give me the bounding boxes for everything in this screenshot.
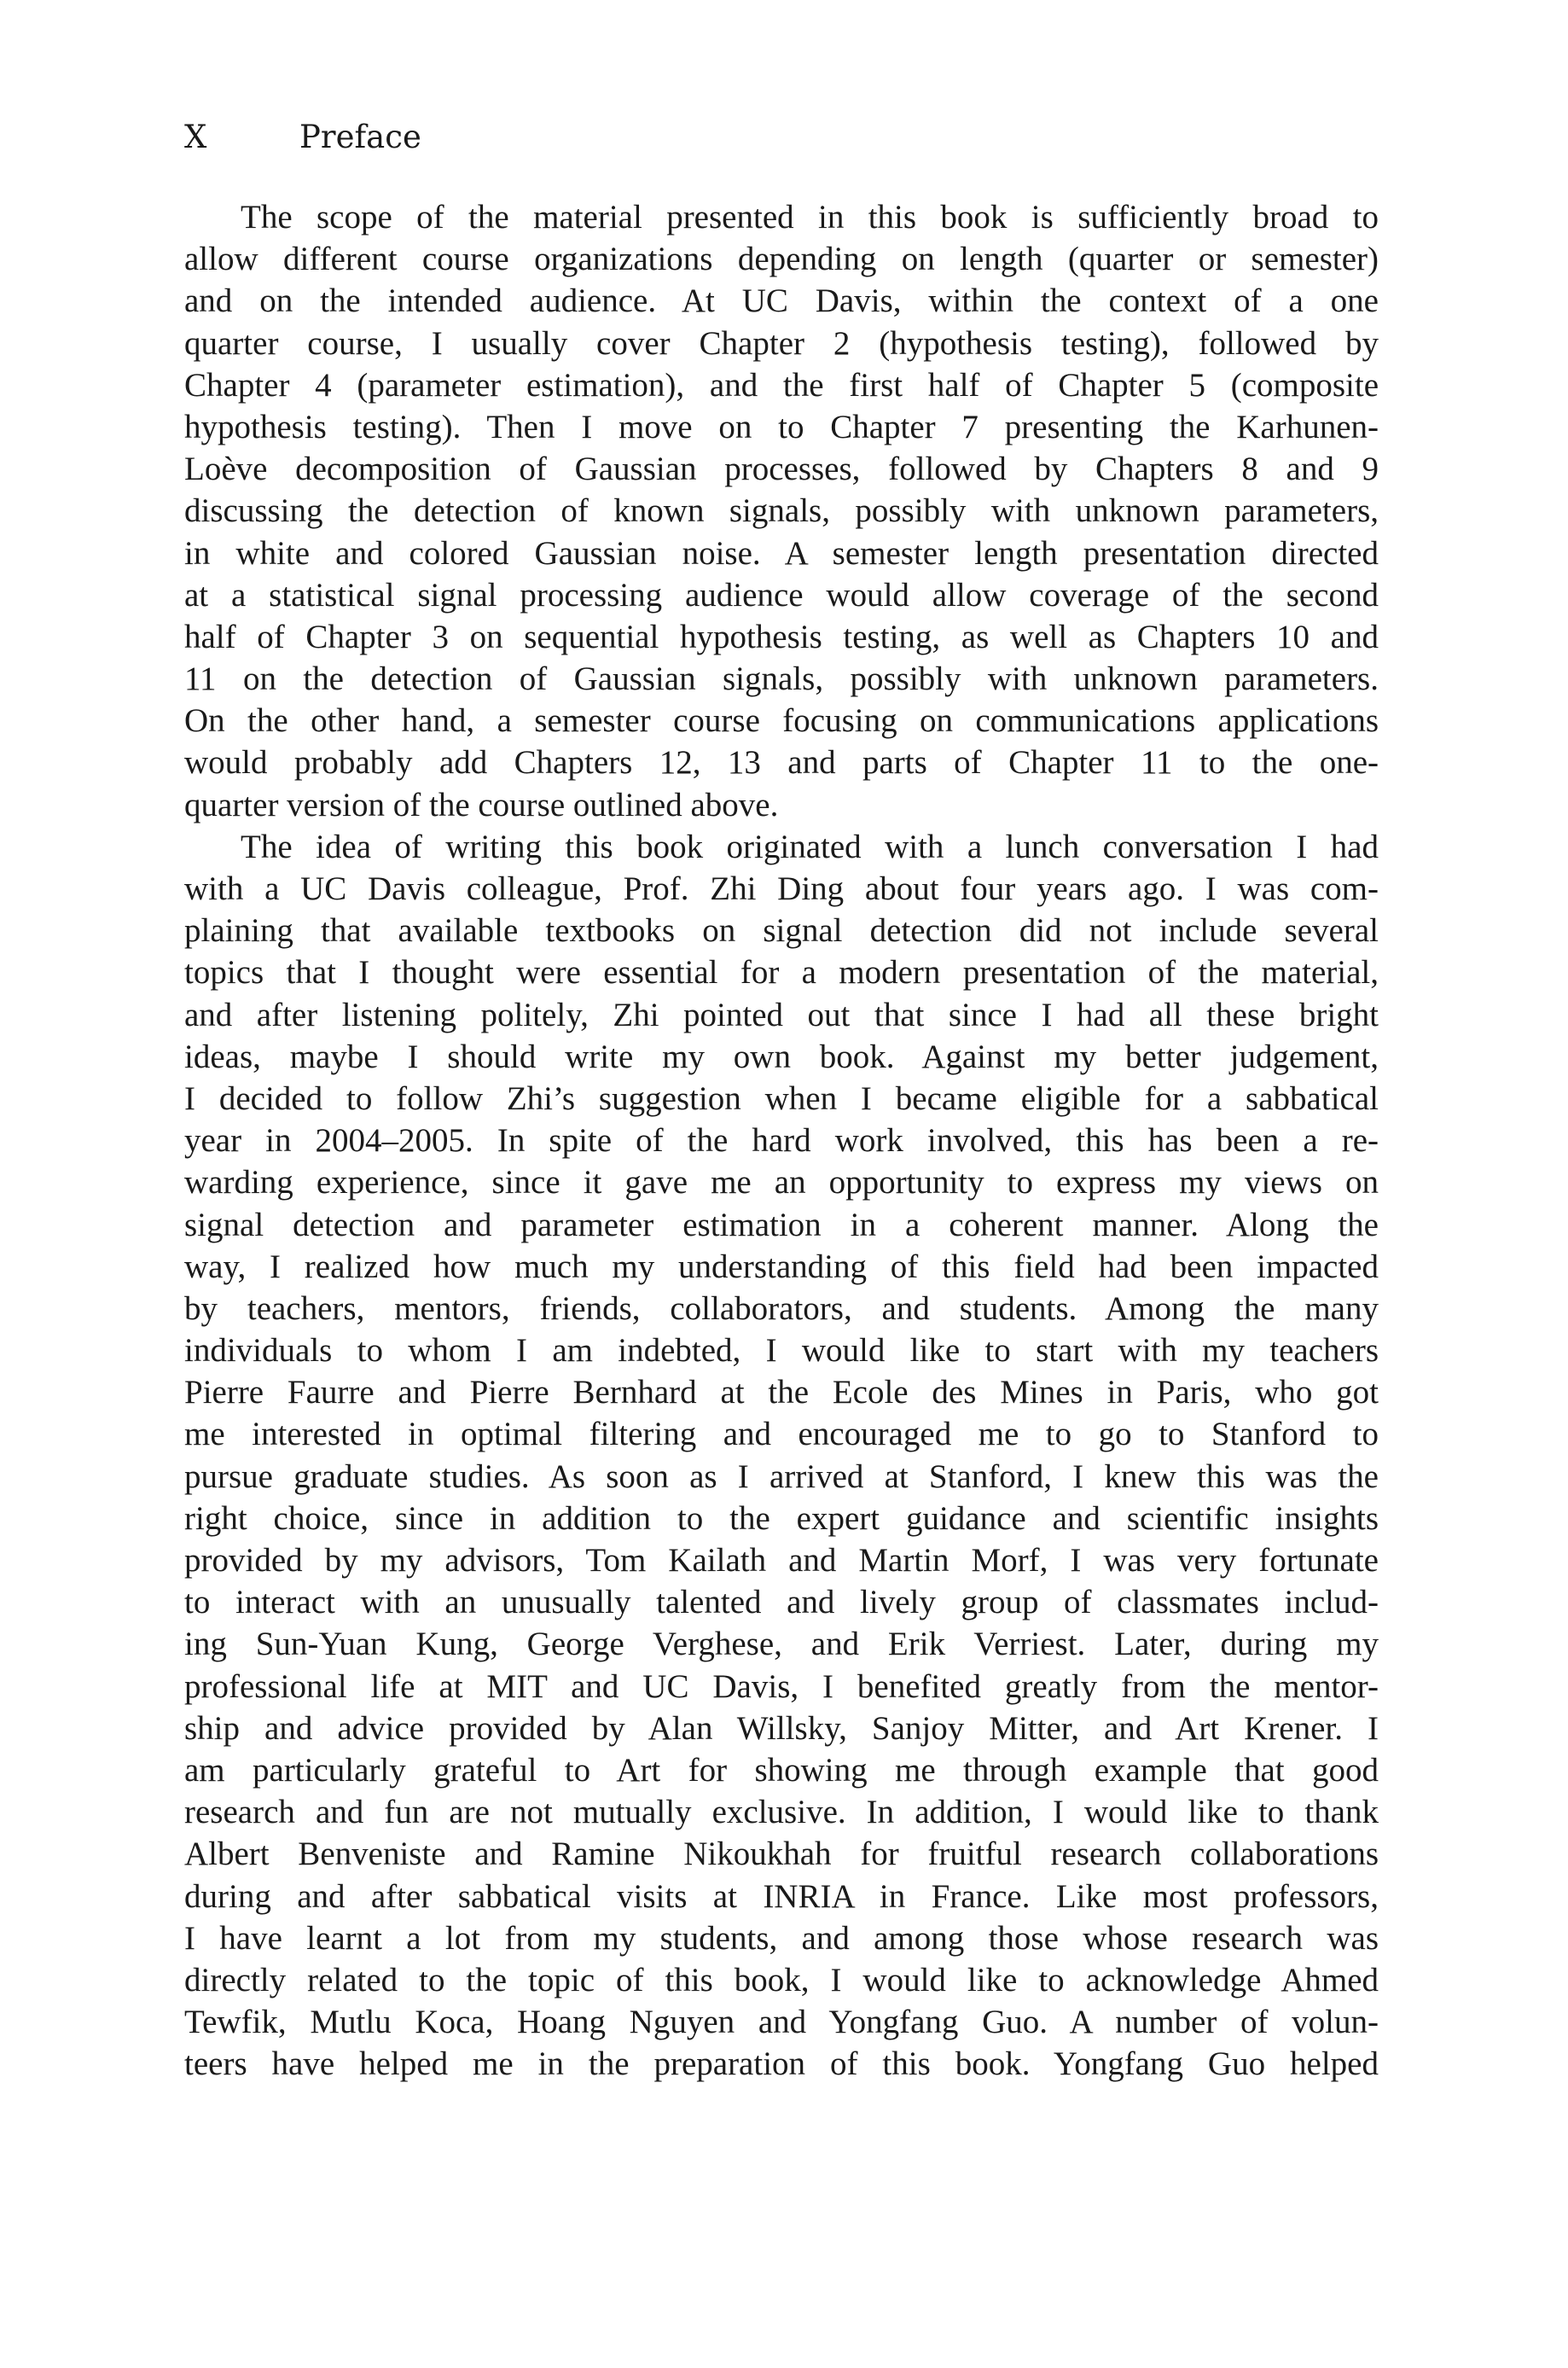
- text-line: I have learnt a lot from my students, and among those whose research was: [184, 1919, 1379, 1957]
- text-line: right choice, since in addition to the expert guidance and scientific insights: [184, 1499, 1379, 1537]
- text-line: and on the intended audience. At UC Davis, within the context of a one: [184, 282, 1379, 320]
- text-line: The scope of the material presented in this book is sufficiently broad to: [241, 199, 1379, 236]
- text-line: provided by my advisors, Tom Kailath and Martin Morf, I was very fortunate: [184, 1542, 1379, 1579]
- text-line: half of Chapter 3 on sequential hypothesis testing, as well as Chapters 10 and: [184, 618, 1379, 655]
- text-line: individuals to whom I am indebted, I would like to start with my teachers: [184, 1332, 1379, 1370]
- text-line: 11 on the detection of Gaussian signals, possibly with unknown parameters.: [184, 660, 1379, 698]
- text-line: research and fun are not mutually exclusive. In addition, I would like to thank: [184, 1794, 1379, 1831]
- text-line: to interact with an unusually talented and lively group of classmates includ-: [184, 1584, 1379, 1621]
- text-line: allow different course organizations depending on length (quarter or semester): [184, 241, 1379, 278]
- paragraph: [184, 826, 1379, 2086]
- text-line: ship and advice provided by Alan Willsky, Sanjoy Mitter, and Art Krener. I: [184, 1709, 1379, 1747]
- text-line: at a statistical signal processing audience would allow coverage of the second: [184, 576, 1379, 614]
- text-line: discussing the detection of known signals, possibly with unknown parameters,: [184, 492, 1379, 530]
- text-line: I decided to follow Zhi’s suggestion when I became eligible for a sabbatical: [184, 1079, 1379, 1117]
- text-line: Tewfik, Mutlu Koca, Hoang Nguyen and Yongfang Guo. A number of volun-: [184, 2004, 1379, 2041]
- text-line: and after listening politely, Zhi pointed out that since I had all these bright: [184, 996, 1379, 1033]
- text-line: professional life at MIT and UC Davis, I benefited greatly from the mentor-: [184, 1667, 1379, 1705]
- text-line: ing Sun-Yuan Kung, George Verghese, and Erik Verriest. Later, during my: [184, 1626, 1379, 1663]
- text-line: topics that I thought were essential for a modern presentation of the material,: [184, 954, 1379, 992]
- text-line: in white and colored Gaussian noise. A semester length presentation directed: [184, 534, 1379, 572]
- text-line: by teachers, mentors, friends, collaborators, and students. Among the many: [184, 1289, 1379, 1327]
- text-line: me interested in optimal filtering and encouraged me to go to Stanford to: [184, 1416, 1379, 1453]
- body-text: [184, 196, 1379, 2085]
- text-line: signal detection and parameter estimation in a coherent manner. Along the: [184, 1206, 1379, 1243]
- text-line: directly related to the topic of this book, I would like to acknowledge Ahmed: [184, 1961, 1379, 1999]
- page-number: X: [184, 119, 207, 155]
- text-line: quarter version of the course outlined above.: [184, 786, 779, 823]
- text-line: warding experience, since it gave me an opportunity to express my views on: [184, 1164, 1379, 1201]
- text-line: Albert Benveniste and Ramine Nikoukhah for fruitful research collaborations: [184, 1836, 1379, 1873]
- section-title: Preface: [299, 119, 421, 155]
- text-line: teers have helped me in the preparation of this book. Yongfang Guo helped: [184, 2045, 1379, 2083]
- text-line: pursue graduate studies. As soon as I arrived at Stanford, I knew this was the: [184, 1457, 1379, 1495]
- running-head: [184, 116, 1379, 159]
- paragraph: [184, 196, 1379, 826]
- text-line: Loève decomposition of Gaussian processes, followed by Chapters 8 and 9: [184, 451, 1379, 488]
- text-line: The idea of writing this book originated with a lunch conversation I had: [241, 828, 1379, 865]
- text-line: ideas, maybe I should write my own book. Against my better judgement,: [184, 1038, 1379, 1075]
- text-line: hypothesis testing). Then I move on to Chapter 7 presenting the Karhunen-: [184, 408, 1379, 445]
- text-line: year in 2004–2005. In spite of the hard work involved, this has been a re-: [184, 1122, 1379, 1160]
- text-line: Chapter 4 (parameter estimation), and the first half of Chapter 5 (composite: [184, 366, 1379, 404]
- text-line: plaining that available textbooks on signal detection did not include several: [184, 912, 1379, 950]
- text-line: with a UC Davis colleague, Prof. Zhi Ding about four years ago. I was com-: [184, 870, 1379, 907]
- text-line: during and after sabbatical visits at INRIA in France. Like most professors,: [184, 1877, 1379, 1915]
- text-line: way, I realized how much my understanding of this field had been impacted: [184, 1248, 1379, 1285]
- text-line: quarter course, I usually cover Chapter 2 (hypothesis testing), followed by: [184, 324, 1379, 362]
- text-line: Pierre Faurre and Pierre Bernhard at the Ecole des Mines in Paris, who got: [184, 1374, 1379, 1411]
- text-line: would probably add Chapters 12, 13 and parts of Chapter 11 to the one-: [184, 744, 1379, 782]
- text-line: am particularly grateful to Art for showing me through example that good: [184, 1751, 1379, 1789]
- text-line: On the other hand, a semester course focusing on communications applications: [184, 702, 1379, 740]
